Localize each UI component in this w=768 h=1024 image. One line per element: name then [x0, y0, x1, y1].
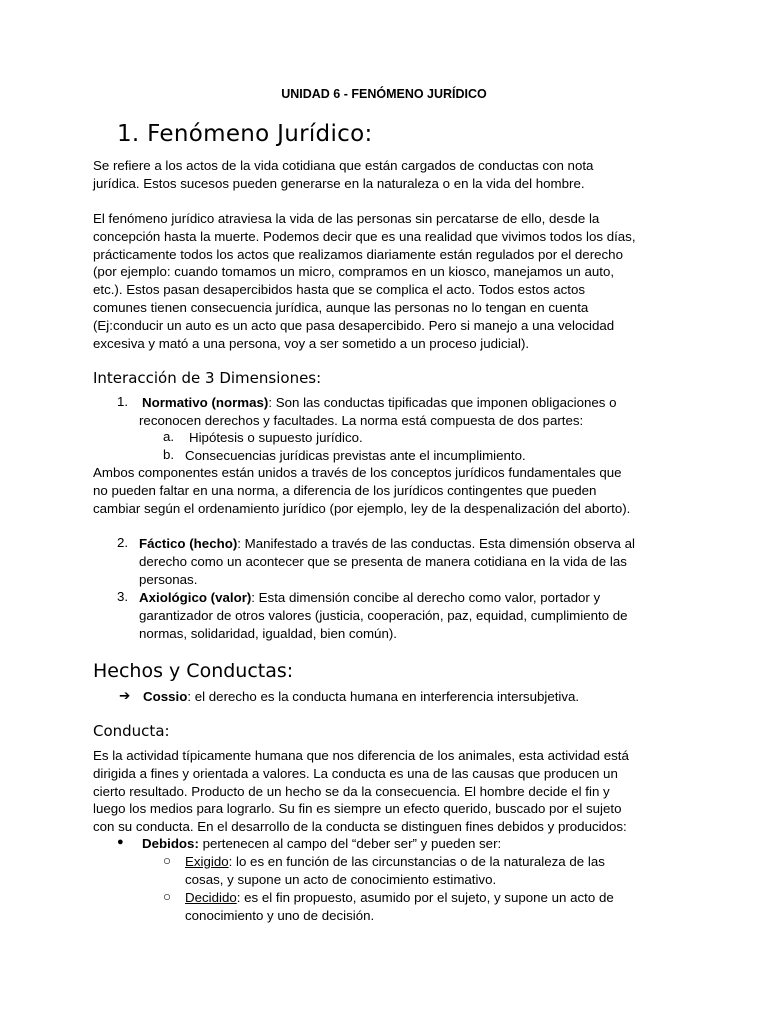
circle-bullet-icon: ○	[163, 853, 172, 868]
list-number: 3.	[117, 589, 129, 604]
list-item-factico	[139, 535, 635, 588]
paragraph-conducta	[93, 747, 683, 836]
text-line: con su conducta. En el desarrollo de la conducta se distinguen fines debidos y producidos:	[93, 819, 627, 835]
list-item-line	[185, 889, 614, 907]
text-line: derecho como un acontecer que se presenta de manera cotidiana en la vida de las	[139, 553, 627, 569]
list-item-line	[143, 688, 579, 706]
text-run: : Esta dimensión concibe al derecho como valor, portador y	[251, 590, 601, 605]
list-number: 1.	[117, 394, 129, 409]
text-run: : es el fin propuesto, asumido por el sujeto, y supone un acto de	[236, 890, 614, 905]
heading-dimensiones: Interacción de 3 Dimensiones:	[93, 369, 322, 387]
paragraph-explanation	[93, 210, 683, 352]
list-number: 2.	[117, 535, 129, 550]
paragraph-definition	[93, 157, 683, 193]
text-line: normas, solidaridad, igualdad, bien común).	[139, 625, 397, 641]
text-line: prácticamente todos los actos que realizamos diariamente están regulados por el derecho	[93, 246, 623, 262]
list-item-debidos	[142, 835, 501, 853]
sublist-marker: a.	[163, 429, 175, 444]
term-decidido: Decidido	[185, 890, 237, 905]
text-line: luego los medios para lograrlo. Su fin es siempre un efecto querido, buscado por el sujeto	[93, 801, 622, 817]
text-line: Se refiere a los actos de la vida cotidiana que están cargados de conductas con nota	[93, 158, 594, 173]
heading-hechos-conductas: Hechos y Conductas:	[93, 660, 294, 682]
text-line: etc.). Estos pasan desapercibidos hasta que se complica el acto. Todos estos actos	[93, 282, 586, 298]
term-normativo: Normativo (normas)	[142, 395, 269, 410]
text-line: jurídica. Estos sucesos pueden generarse en la naturaleza o en la vida del hombre.	[93, 175, 585, 191]
list-item-line	[185, 853, 605, 871]
unit-title: UNIDAD 6 - FENÓMENO JURÍDICO	[281, 87, 487, 101]
text-line: (Ej:conducir un auto es un acto que pasa desapercibido. Pero si manejo a una velocidad	[93, 317, 615, 333]
text-run: pertenecen al campo del “deber ser” y pueden ser:	[198, 836, 502, 851]
text-line: no pueden faltar en una norma, a diferencia de los jurídicos contingentes que pueden	[93, 482, 597, 498]
text-run: : Son las conductas tipificadas que imponen obligaciones o	[268, 395, 617, 410]
term-cossio: Cossio	[143, 689, 188, 704]
text-line: Es la actividad típicamente humana que nos diferencia de los animales, esta actividad está	[93, 748, 629, 763]
text-line: excesiva y mató a una persona, voy a ser sometido a un proceso judicial).	[93, 335, 530, 351]
sublist-item-exigido	[185, 853, 605, 889]
text-run: : lo es en función de las circunstancias o de la naturaleza de las	[228, 854, 605, 869]
text-line: garantizador de otros valores (justicia, cooperación, paz, equidad, cumplimiento de	[139, 607, 628, 623]
text-line: Ambos componentes están unidos a través de los conceptos jurídicos fundamentales que	[93, 465, 622, 480]
text-line: reconocen derechos y facultades. La norma está compuesta de dos partes:	[139, 412, 584, 428]
text-line: cosas, y supone un acto de conocimiento estimativo.	[185, 871, 497, 887]
text-line: (por ejemplo: cuando tomamos un micro, compramos en un kiosco, manejamos un auto,	[93, 264, 615, 280]
text-run: : el derecho es la conducta humana en interferencia intersubjetiva.	[187, 689, 580, 704]
list-item-axiologico	[139, 589, 628, 642]
list-item-normativo	[139, 394, 617, 430]
list-item-line	[139, 589, 628, 607]
text-line: personas.	[139, 571, 198, 587]
list-item-cossio	[143, 688, 579, 706]
circle-bullet-icon: ○	[163, 889, 172, 904]
text-line: conocimiento y uno de decisión.	[185, 907, 375, 923]
text-line: cierto resultado. Producto de un hecho se da la consecuencia. El hombre decide el fin y	[93, 783, 610, 799]
heading-conducta: Conducta:	[93, 722, 170, 740]
sublist-item-decidido	[185, 889, 614, 925]
list-item-line	[142, 835, 501, 853]
text-line: dirigida a fines y orientada a valores. La conducta es una de las causas que producen un	[93, 765, 618, 781]
list-item-line	[139, 535, 635, 553]
text-line: cambiar según el ordenamiento jurídico (por ejemplo, ley de la despenalización del aborto).	[93, 500, 631, 516]
section-heading-fenomeno: 1. Fenómeno Jurídico:	[117, 121, 373, 147]
text-line: comunes tienen consecuencia jurídica, aunque las personas no lo tengan en cuenta	[93, 299, 589, 315]
text-line: concepción hasta la muerte. Podemos decir que es una realidad que vivimos todos los días,	[93, 228, 636, 244]
list-item-line	[142, 394, 617, 412]
term-exigido: Exigido	[185, 854, 229, 869]
term-axiologico: Axiológico (valor)	[139, 590, 252, 605]
sublist-item-consecuencias: Consecuencias jurídicas previstas ante el incumplimiento.	[185, 448, 526, 463]
bullet-icon: ●	[117, 836, 124, 848]
text-line: El fenómeno jurídico atraviesa la vida de las personas sin percatarse de ello, desde la	[93, 211, 600, 226]
paragraph-componentes	[93, 464, 683, 517]
sublist-item-hipotesis: Hipótesis o supuesto jurídico.	[189, 430, 363, 445]
sublist-marker: b.	[163, 447, 175, 462]
term-factico: Fáctico (hecho)	[139, 536, 238, 551]
text-run: : Manifestado a través de las conductas. Esta dimensión observa al	[237, 536, 635, 551]
term-debidos: Debidos:	[142, 836, 199, 851]
arrow-bullet-icon: ➔	[119, 688, 131, 703]
